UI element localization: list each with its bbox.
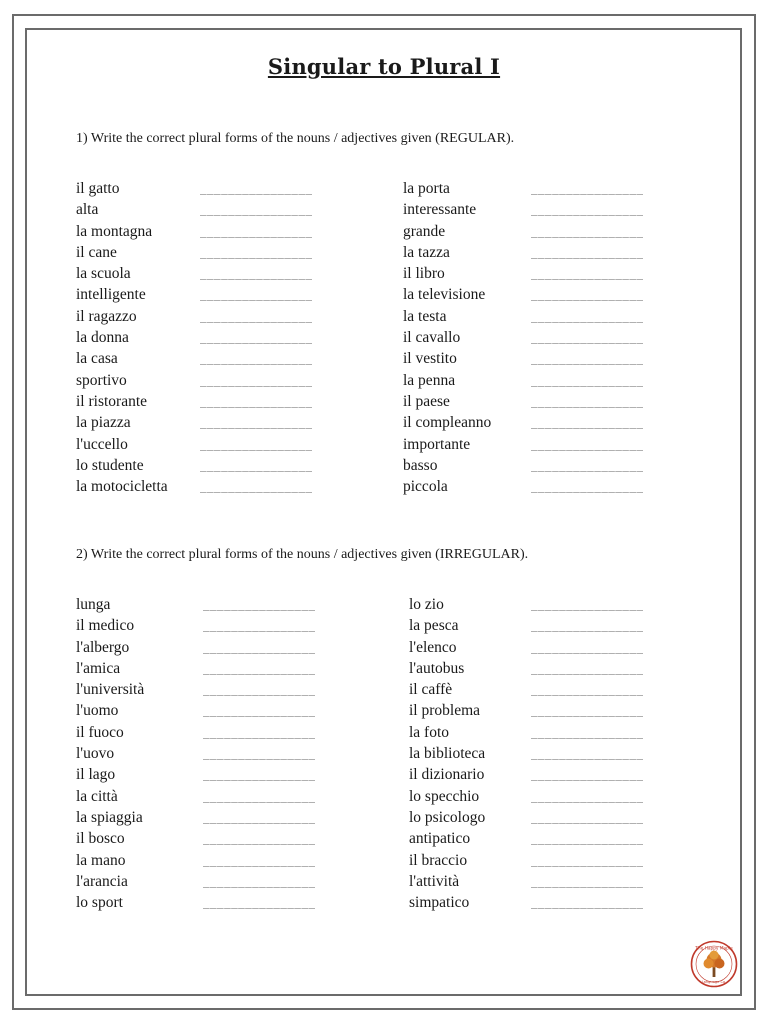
answer-blank[interactable]: ________________ — [203, 704, 316, 718]
exercise-row — [409, 743, 699, 764]
answer-blank[interactable]: ________________ — [531, 896, 644, 910]
answer-blank[interactable]: ________________ — [203, 598, 316, 611]
singular-word: antipatico — [409, 830, 471, 848]
singular-word: l'elenco — [409, 638, 457, 656]
answer-blank[interactable]: ________________ — [200, 394, 313, 408]
exercise-row — [76, 178, 366, 199]
exercise-row — [409, 594, 699, 615]
answer-blank[interactable]: ________________ — [531, 331, 644, 345]
exercise-row — [409, 700, 699, 721]
exercise-row — [403, 412, 693, 433]
singular-word: il gatto — [76, 180, 120, 197]
answer-blank[interactable]: ________________ — [531, 789, 644, 803]
exercise-row — [403, 178, 693, 199]
singular-word: lo sport — [76, 894, 123, 912]
singular-word: la testa — [403, 307, 447, 325]
singular-word: il ristorante — [76, 392, 148, 410]
exercise-row — [403, 327, 693, 348]
exercise-row — [76, 263, 366, 284]
exercise-row — [76, 615, 366, 636]
singular-word: la motocicletta — [76, 478, 168, 496]
singular-word: la donna — [76, 329, 129, 347]
exercise-row — [76, 594, 366, 615]
answer-blank[interactable]: ________________ — [203, 853, 316, 867]
exercise-row — [409, 892, 699, 913]
answer-blank[interactable]: ________________ — [531, 203, 644, 217]
section1-right-list — [403, 178, 693, 497]
singular-word: la mano — [76, 851, 126, 869]
answer-blank[interactable]: ________________ — [531, 810, 644, 824]
section2-left-list — [76, 594, 366, 913]
answer-blank[interactable]: ________________ — [203, 768, 316, 782]
answer-blank[interactable]: ________________ — [203, 661, 316, 675]
answer-blank[interactable]: ________________ — [531, 661, 644, 675]
answer-blank[interactable]: ________________ — [531, 874, 644, 888]
worksheet-title: Singular to Plural I — [267, 54, 501, 79]
exercise-row — [76, 284, 366, 305]
exercise-row — [76, 722, 366, 743]
answer-blank[interactable]: ________________ — [203, 874, 316, 888]
answer-blank[interactable]: ________________ — [531, 768, 644, 782]
singular-word: il paese — [403, 392, 450, 410]
singular-word: la porta — [403, 180, 450, 197]
singular-word: il dizionario — [409, 766, 485, 784]
answer-blank[interactable]: ________________ — [203, 683, 316, 697]
answer-blank[interactable]: ________________ — [200, 224, 313, 238]
singular-word: lo zio — [409, 596, 444, 613]
singular-word: la pesca — [409, 617, 459, 635]
answer-blank[interactable]: ________________ — [531, 437, 644, 451]
singular-word: basso — [403, 456, 438, 474]
singular-word: la biblioteca — [409, 745, 486, 763]
exercise-row — [403, 455, 693, 476]
singular-word: sportivo — [76, 371, 127, 389]
exercise-row — [409, 850, 699, 871]
exercise-row — [76, 700, 366, 721]
exercise-row — [403, 242, 693, 263]
singular-word: il bosco — [76, 830, 125, 848]
singular-word: lo studente — [76, 456, 144, 474]
singular-word: il vestito — [403, 350, 457, 368]
singular-word: importante — [403, 435, 471, 453]
answer-blank[interactable]: ________________ — [531, 224, 644, 238]
exercise-row — [76, 743, 366, 764]
answer-blank[interactable]: ________________ — [200, 416, 313, 430]
answer-blank[interactable]: ________________ — [200, 267, 313, 281]
answer-blank[interactable]: ________________ — [531, 352, 644, 366]
exercise-row — [409, 637, 699, 658]
answer-blank[interactable]: ________________ — [203, 640, 316, 654]
answer-blank[interactable]: ________________ — [200, 309, 313, 323]
answer-blank[interactable]: ________________ — [531, 853, 644, 867]
singular-word: l'uovo — [76, 745, 115, 763]
singular-word: l'autobus — [409, 659, 465, 677]
singular-word: l'amica — [76, 659, 121, 677]
answer-blank[interactable]: ________________ — [531, 458, 644, 472]
singular-word: il ragazzo — [76, 307, 137, 325]
exercise-row — [403, 348, 693, 369]
answer-blank[interactable]: ________________ — [203, 789, 316, 803]
exercise-row — [76, 871, 366, 892]
answer-blank[interactable]: ________________ — [531, 182, 644, 195]
exercise-row — [403, 434, 693, 455]
singular-word: l'attività — [409, 872, 460, 890]
maple-tree-logo-icon — [690, 940, 738, 988]
answer-blank[interactable]: ________________ — [203, 725, 316, 739]
answer-blank[interactable]: ________________ — [203, 747, 316, 761]
exercise-row — [76, 370, 366, 391]
exercise-row — [409, 786, 699, 807]
exercise-row — [76, 434, 366, 455]
singular-word: la televisione — [403, 286, 486, 304]
singular-word: il libro — [403, 265, 445, 283]
answer-blank[interactable]: ________________ — [200, 352, 313, 366]
exercise-row — [403, 199, 693, 220]
exercise-row — [76, 412, 366, 433]
singular-word: interessante — [403, 201, 477, 219]
exercise-row — [76, 786, 366, 807]
exercise-row — [76, 658, 366, 679]
singular-word: il cavallo — [403, 329, 461, 347]
exercise-row — [76, 892, 366, 913]
logo-bottom-text: Language Co. — [701, 980, 727, 984]
answer-blank[interactable]: ________________ — [200, 203, 313, 217]
answer-blank[interactable]: ________________ — [200, 245, 313, 259]
answer-blank[interactable]: ________________ — [200, 480, 313, 494]
singular-word: la scuola — [76, 265, 131, 283]
exercise-row — [409, 828, 699, 849]
answer-blank[interactable]: ________________ — [203, 619, 316, 633]
exercise-row — [409, 871, 699, 892]
singular-word: la spiaggia — [76, 808, 143, 826]
answer-blank[interactable]: ________________ — [200, 458, 313, 472]
exercise-row — [409, 679, 699, 700]
singular-word: la casa — [76, 350, 118, 368]
singular-word: l'uccello — [76, 435, 128, 453]
exercise-row — [76, 637, 366, 658]
singular-word: la piazza — [76, 414, 131, 432]
singular-word: il fuoco — [76, 723, 124, 741]
singular-word: grande — [403, 222, 446, 240]
singular-word: l'albergo — [76, 638, 130, 656]
singular-word: la penna — [403, 371, 456, 389]
exercise-row — [76, 327, 366, 348]
singular-word: il problema — [409, 702, 481, 720]
singular-word: lo specchio — [409, 787, 480, 805]
exercise-row — [403, 391, 693, 412]
answer-blank[interactable]: ________________ — [200, 182, 313, 195]
answer-blank[interactable]: ________________ — [531, 747, 644, 761]
answer-blank[interactable]: ________________ — [200, 437, 313, 451]
answer-blank[interactable]: ________________ — [203, 896, 316, 910]
singular-word: lo psicologo — [409, 808, 486, 826]
exercise-row — [409, 658, 699, 679]
singular-word: la foto — [409, 723, 450, 741]
section1-instruction: 1) Write the correct plural forms of the nouns / adjectives given (REGULAR). — [76, 131, 515, 146]
singular-word: alta — [76, 201, 99, 219]
exercise-row — [403, 221, 693, 242]
exercise-row — [76, 306, 366, 327]
exercise-row — [76, 807, 366, 828]
answer-blank[interactable]: ________________ — [200, 373, 313, 387]
exercise-row — [403, 284, 693, 305]
exercise-row — [403, 306, 693, 327]
exercise-row — [76, 455, 366, 476]
exercise-row — [409, 764, 699, 785]
answer-blank[interactable]: ________________ — [531, 245, 644, 259]
singular-word: il caffè — [409, 681, 453, 699]
section2-instruction: 2) Write the correct plural forms of the nouns / adjectives given (IRREGULAR). — [76, 547, 529, 562]
exercise-row — [409, 722, 699, 743]
answer-blank[interactable]: ________________ — [203, 832, 316, 846]
logo-top-text: The Happy Maple — [695, 946, 733, 952]
exercise-row — [76, 828, 366, 849]
singular-word: il braccio — [409, 851, 468, 869]
answer-blank[interactable]: ________________ — [531, 373, 644, 387]
answer-blank[interactable]: ________________ — [203, 810, 316, 824]
answer-blank[interactable]: ________________ — [531, 598, 644, 611]
exercise-row — [403, 263, 693, 284]
singular-word: simpatico — [409, 894, 470, 912]
answer-blank[interactable]: ________________ — [200, 288, 313, 302]
answer-blank[interactable]: ________________ — [531, 640, 644, 654]
exercise-row — [409, 807, 699, 828]
singular-word: intelligente — [76, 286, 146, 304]
answer-blank[interactable]: ________________ — [531, 288, 644, 302]
answer-blank[interactable]: ________________ — [531, 480, 644, 494]
exercise-row — [403, 370, 693, 391]
answer-blank[interactable]: ________________ — [200, 331, 313, 345]
singular-word: l'università — [76, 681, 145, 699]
singular-word: il cane — [76, 243, 117, 261]
singular-word: la montagna — [76, 222, 153, 240]
singular-word: l'arancia — [76, 872, 128, 890]
singular-word: la città — [76, 787, 118, 805]
singular-word: il medico — [76, 617, 135, 635]
exercise-row — [76, 850, 366, 871]
singular-word: il lago — [76, 766, 116, 784]
section2-right-list — [409, 594, 699, 913]
exercise-row — [76, 221, 366, 242]
singular-word: lunga — [76, 596, 111, 613]
answer-blank[interactable]: ________________ — [531, 832, 644, 846]
answer-blank[interactable]: ________________ — [531, 725, 644, 739]
exercise-row — [409, 615, 699, 636]
answer-blank[interactable]: ________________ — [531, 416, 644, 430]
singular-word: l'uomo — [76, 702, 119, 720]
section1-left-list — [76, 178, 366, 497]
answer-blank[interactable]: ________________ — [531, 267, 644, 281]
exercise-row — [403, 476, 693, 497]
exercise-row — [76, 476, 366, 497]
singular-word: il compleanno — [403, 414, 492, 432]
exercise-row — [76, 679, 366, 700]
singular-word: piccola — [403, 478, 448, 496]
singular-word: la tazza — [403, 243, 450, 261]
answer-blank[interactable]: ________________ — [531, 309, 644, 323]
exercise-row — [76, 391, 366, 412]
exercise-row — [76, 242, 366, 263]
answer-blank[interactable]: ________________ — [531, 619, 644, 633]
answer-blank[interactable]: ________________ — [531, 394, 644, 408]
exercise-row — [76, 764, 366, 785]
exercise-row — [76, 199, 366, 220]
answer-blank[interactable]: ________________ — [531, 683, 644, 697]
answer-blank[interactable]: ________________ — [531, 704, 644, 718]
exercise-row — [76, 348, 366, 369]
